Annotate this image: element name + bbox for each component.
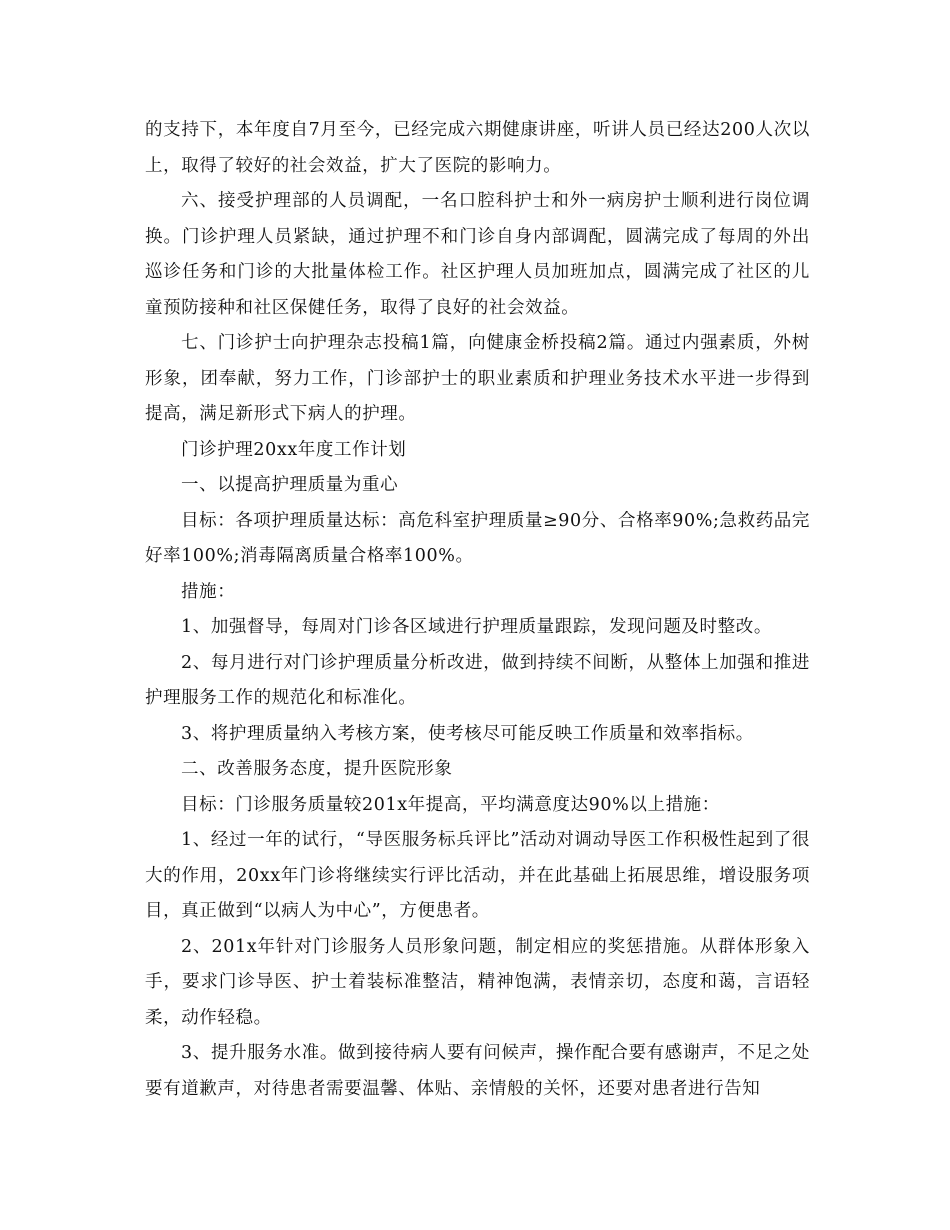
- paragraph-service-2: 2、201x年针对门诊服务人员形象问题，制定相应的奖惩措施。从群体形象入手，要求门诊导医、护士着装标准整洁，精神饱满，表情亲切，态度和蔼，言语轻柔，动作轻稳。: [145, 936, 810, 1028]
- document-body: [145, 113, 810, 1107]
- paragraph-item-six: 六、接受护理部的人员调配，一名口腔科护士和外一病房护士顺利进行岗位调换。门诊护理人员紧缺，通过护理不和门诊自身内部调配，圆满完成了每周的外出巡诊任务和门诊的大批量体检工作。社区护理人员加班加点，圆满完成了社区的儿童预防接种和社区保健任务，取得了良好的社会效益。: [145, 191, 810, 318]
- heading-section-two: 二、改善服务态度，提升医院形象: [181, 759, 453, 779]
- paragraph-service-3: 3、提升服务水准。做到接待病人要有问候声，操作配合要有感谢声，不足之处要有道歉声，对待患者需要温馨、体贴、亲情般的关怀，还要对患者进行告知: [145, 1043, 810, 1099]
- paragraph-measures-label: 措施：: [181, 581, 236, 602]
- paragraph-item-seven: 七、门诊护士向护理杂志投稿1篇，向健康金桥投稿2篇。通过内强素质，外树形象，团奉献，努力工作，门诊部护士的职业素质和护理业务技术水平进一步得到提高，满足新形式下病人的护理。: [145, 333, 810, 424]
- paragraph-goal-two: 目标：门诊服务质量较201x年提高，平均满意度达90%以上措施：: [181, 794, 720, 815]
- paragraph-measure-2: 2、每月进行对门诊护理质量分析改进，做到持续不间断，从整体上加强和推进护理服务工作的规范化和标准化。: [145, 652, 810, 708]
- paragraph-goal-one: 目标：各项护理质量达标：高危科室护理质量≥90分、合格率90%;急救药品完好率100%;消毒隔离质量合格率100%。: [145, 510, 810, 566]
- paragraph-continuation: 的支持下，本年度自7月至今，已经完成六期健康讲座，听讲人员已经达200人次以上，取得了较好的社会效益，扩大了医院的影响力。: [145, 120, 810, 176]
- paragraph-measure-1: 1、加强督导，每周对门诊各区域进行护理质量跟踪，发现问题及时整改。: [181, 617, 772, 637]
- heading-section-one: 一、以提高护理质量为重心: [181, 475, 399, 495]
- section-title-plan: 门诊护理20xx年度工作计划: [181, 439, 407, 460]
- paragraph-service-1: 1、经过一年的试行，“导医服务标兵评比”活动对调动导医工作积极性起到了很大的作用，20xx年门诊将继续实行评比活动，并在此基础上拓展思维，增设服务项目，真正做到“以病人为中心”，方便患者。: [145, 830, 810, 921]
- paragraph-measure-3: 3、将护理质量纳入考核方案，使考核尽可能反映工作质量和效率指标。: [181, 723, 754, 744]
